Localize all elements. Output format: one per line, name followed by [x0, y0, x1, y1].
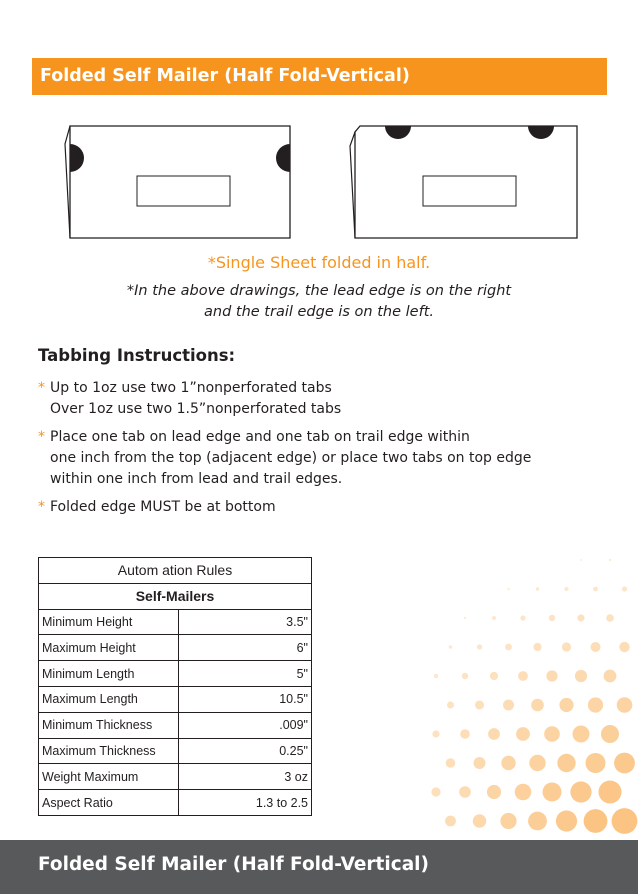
halftone-dot — [460, 729, 470, 739]
asterisk-icon: * — [38, 499, 45, 515]
halftone-dot — [556, 810, 577, 831]
header-bar — [32, 58, 607, 95]
asterisk-icon: * — [38, 429, 45, 445]
single-sheet-note: *Single Sheet folded in half. — [207, 253, 431, 272]
mailer-diagrams — [60, 124, 600, 250]
halftone-dot — [531, 699, 544, 712]
halftone-dot — [434, 674, 438, 678]
tabbing-bullet — [38, 378, 531, 420]
halftone-dot — [622, 586, 627, 591]
halftone-dot — [533, 643, 541, 651]
row-label: Minimum Thickness — [39, 712, 179, 738]
halftone-dot — [599, 781, 622, 804]
row-value: 10.5" — [179, 686, 312, 712]
halftone-dot — [557, 754, 575, 772]
halftone-dot — [617, 697, 633, 713]
table-subtitle: Self-Mailers — [39, 583, 312, 609]
halftone-dot — [488, 728, 500, 740]
table-title: Autom ation Rules — [39, 558, 312, 584]
halftone-dot — [520, 615, 525, 620]
tabbing-heading: Tabbing Instructions: — [38, 346, 236, 365]
halftone-dot — [573, 726, 590, 743]
halftone-dot — [507, 588, 509, 590]
halftone-dot — [518, 671, 528, 681]
row-label: Maximum Height — [39, 635, 179, 661]
halftone-dot — [516, 727, 530, 741]
row-value: 6" — [179, 635, 312, 661]
row-value: .009" — [179, 712, 312, 738]
halftone-dot — [447, 702, 454, 709]
halftone-dot — [584, 809, 608, 833]
halftone-dot — [609, 559, 611, 561]
halftone-dot — [490, 672, 498, 680]
halftone-dot — [604, 670, 617, 683]
halftone-dot — [492, 616, 496, 620]
table-row — [39, 635, 312, 661]
decorative-dot-pattern — [400, 540, 638, 840]
halftone-dot — [580, 559, 582, 561]
table-row — [39, 712, 312, 738]
halftone-dot — [586, 753, 606, 773]
halftone-dot — [549, 615, 555, 621]
row-value: 1.3 to 2.5 — [179, 790, 312, 816]
halftone-dot — [528, 812, 547, 831]
halftone-dot — [529, 755, 545, 771]
tabbing-list — [38, 378, 531, 525]
halftone-dot — [564, 587, 568, 591]
row-label: Maximum Thickness — [39, 738, 179, 764]
row-label: Minimum Height — [39, 609, 179, 635]
halftone-dot — [446, 758, 456, 768]
table-row — [39, 686, 312, 712]
row-value: 0.25" — [179, 738, 312, 764]
halftone-dot — [575, 670, 587, 682]
automation-rules-table — [38, 557, 312, 816]
row-label: Minimum Length — [39, 661, 179, 687]
footer-bar — [0, 840, 638, 894]
row-label: Weight Maximum — [39, 764, 179, 790]
halftone-dot — [501, 756, 515, 770]
table-row — [39, 609, 312, 635]
lead-edge-note-line1: *In the above drawings, the lead edge is on the right — [126, 283, 512, 299]
halftone-dot — [614, 753, 635, 774]
halftone-dot — [570, 781, 591, 802]
halftone-dot — [536, 587, 539, 590]
mailer-diagram-right — [350, 126, 577, 238]
halftone-dot — [577, 614, 584, 621]
halftone-dot — [431, 787, 440, 796]
row-value: 3 oz — [179, 764, 312, 790]
halftone-dot — [473, 814, 486, 827]
halftone-dot — [459, 786, 471, 798]
halftone-dot — [606, 614, 614, 622]
mailer-diagram-left — [65, 126, 290, 238]
row-value: 3.5" — [179, 609, 312, 635]
row-label: Maximum Length — [39, 686, 179, 712]
halftone-dot — [544, 726, 560, 742]
halftone-dot — [559, 698, 573, 712]
halftone-dot — [591, 642, 601, 652]
bullet-line: Folded edge MUST be at bottom — [50, 499, 276, 515]
halftone-dot — [505, 644, 512, 651]
lead-edge-note-line2: and the trail edge is on the left. — [204, 304, 434, 320]
halftone-dot — [543, 783, 562, 802]
row-value: 5" — [179, 661, 312, 687]
table-row — [39, 764, 312, 790]
tabbing-bullet — [38, 497, 531, 518]
footer-title: Folded Self Mailer (Half Fold-Vertical) — [38, 854, 429, 875]
halftone-dot — [474, 757, 486, 769]
halftone-dot — [619, 642, 629, 652]
halftone-dot — [462, 673, 468, 679]
tabbing-bullet — [38, 427, 531, 490]
halftone-dot — [445, 816, 456, 827]
halftone-dot — [612, 808, 638, 834]
page-title: Folded Self Mailer (Half Fold-Vertical) — [40, 66, 410, 86]
bullet-line: Up to 1oz use two 1”nonperforated tabs — [50, 380, 332, 396]
bullet-line: Over 1oz use two 1.5”nonperforated tabs — [50, 401, 342, 417]
halftone-dot — [588, 697, 603, 712]
halftone-dot — [546, 670, 557, 681]
halftone-dot — [593, 587, 598, 592]
halftone-dot — [601, 725, 619, 743]
halftone-dot — [515, 784, 532, 801]
halftone-dot — [487, 785, 501, 799]
bullet-line: one inch from the top (adjacent edge) or place two tabs on top edge — [50, 450, 532, 466]
halftone-dot — [464, 617, 466, 619]
halftone-dot — [432, 730, 439, 737]
halftone-dot — [562, 642, 571, 651]
lead-edge-note — [0, 281, 638, 323]
halftone-dot — [503, 700, 514, 711]
halftone-dot — [449, 645, 453, 649]
table-row — [39, 661, 312, 687]
halftone-dot — [475, 701, 484, 710]
halftone-dot — [477, 644, 482, 649]
bullet-line: Place one tab on lead edge and one tab on trail edge within — [50, 429, 470, 445]
bullet-line: within one inch from lead and trail edges. — [50, 471, 343, 487]
table-row — [39, 738, 312, 764]
table-row — [39, 790, 312, 816]
asterisk-icon: * — [38, 380, 45, 396]
row-label: Aspect Ratio — [39, 790, 179, 816]
halftone-dot — [500, 813, 516, 829]
